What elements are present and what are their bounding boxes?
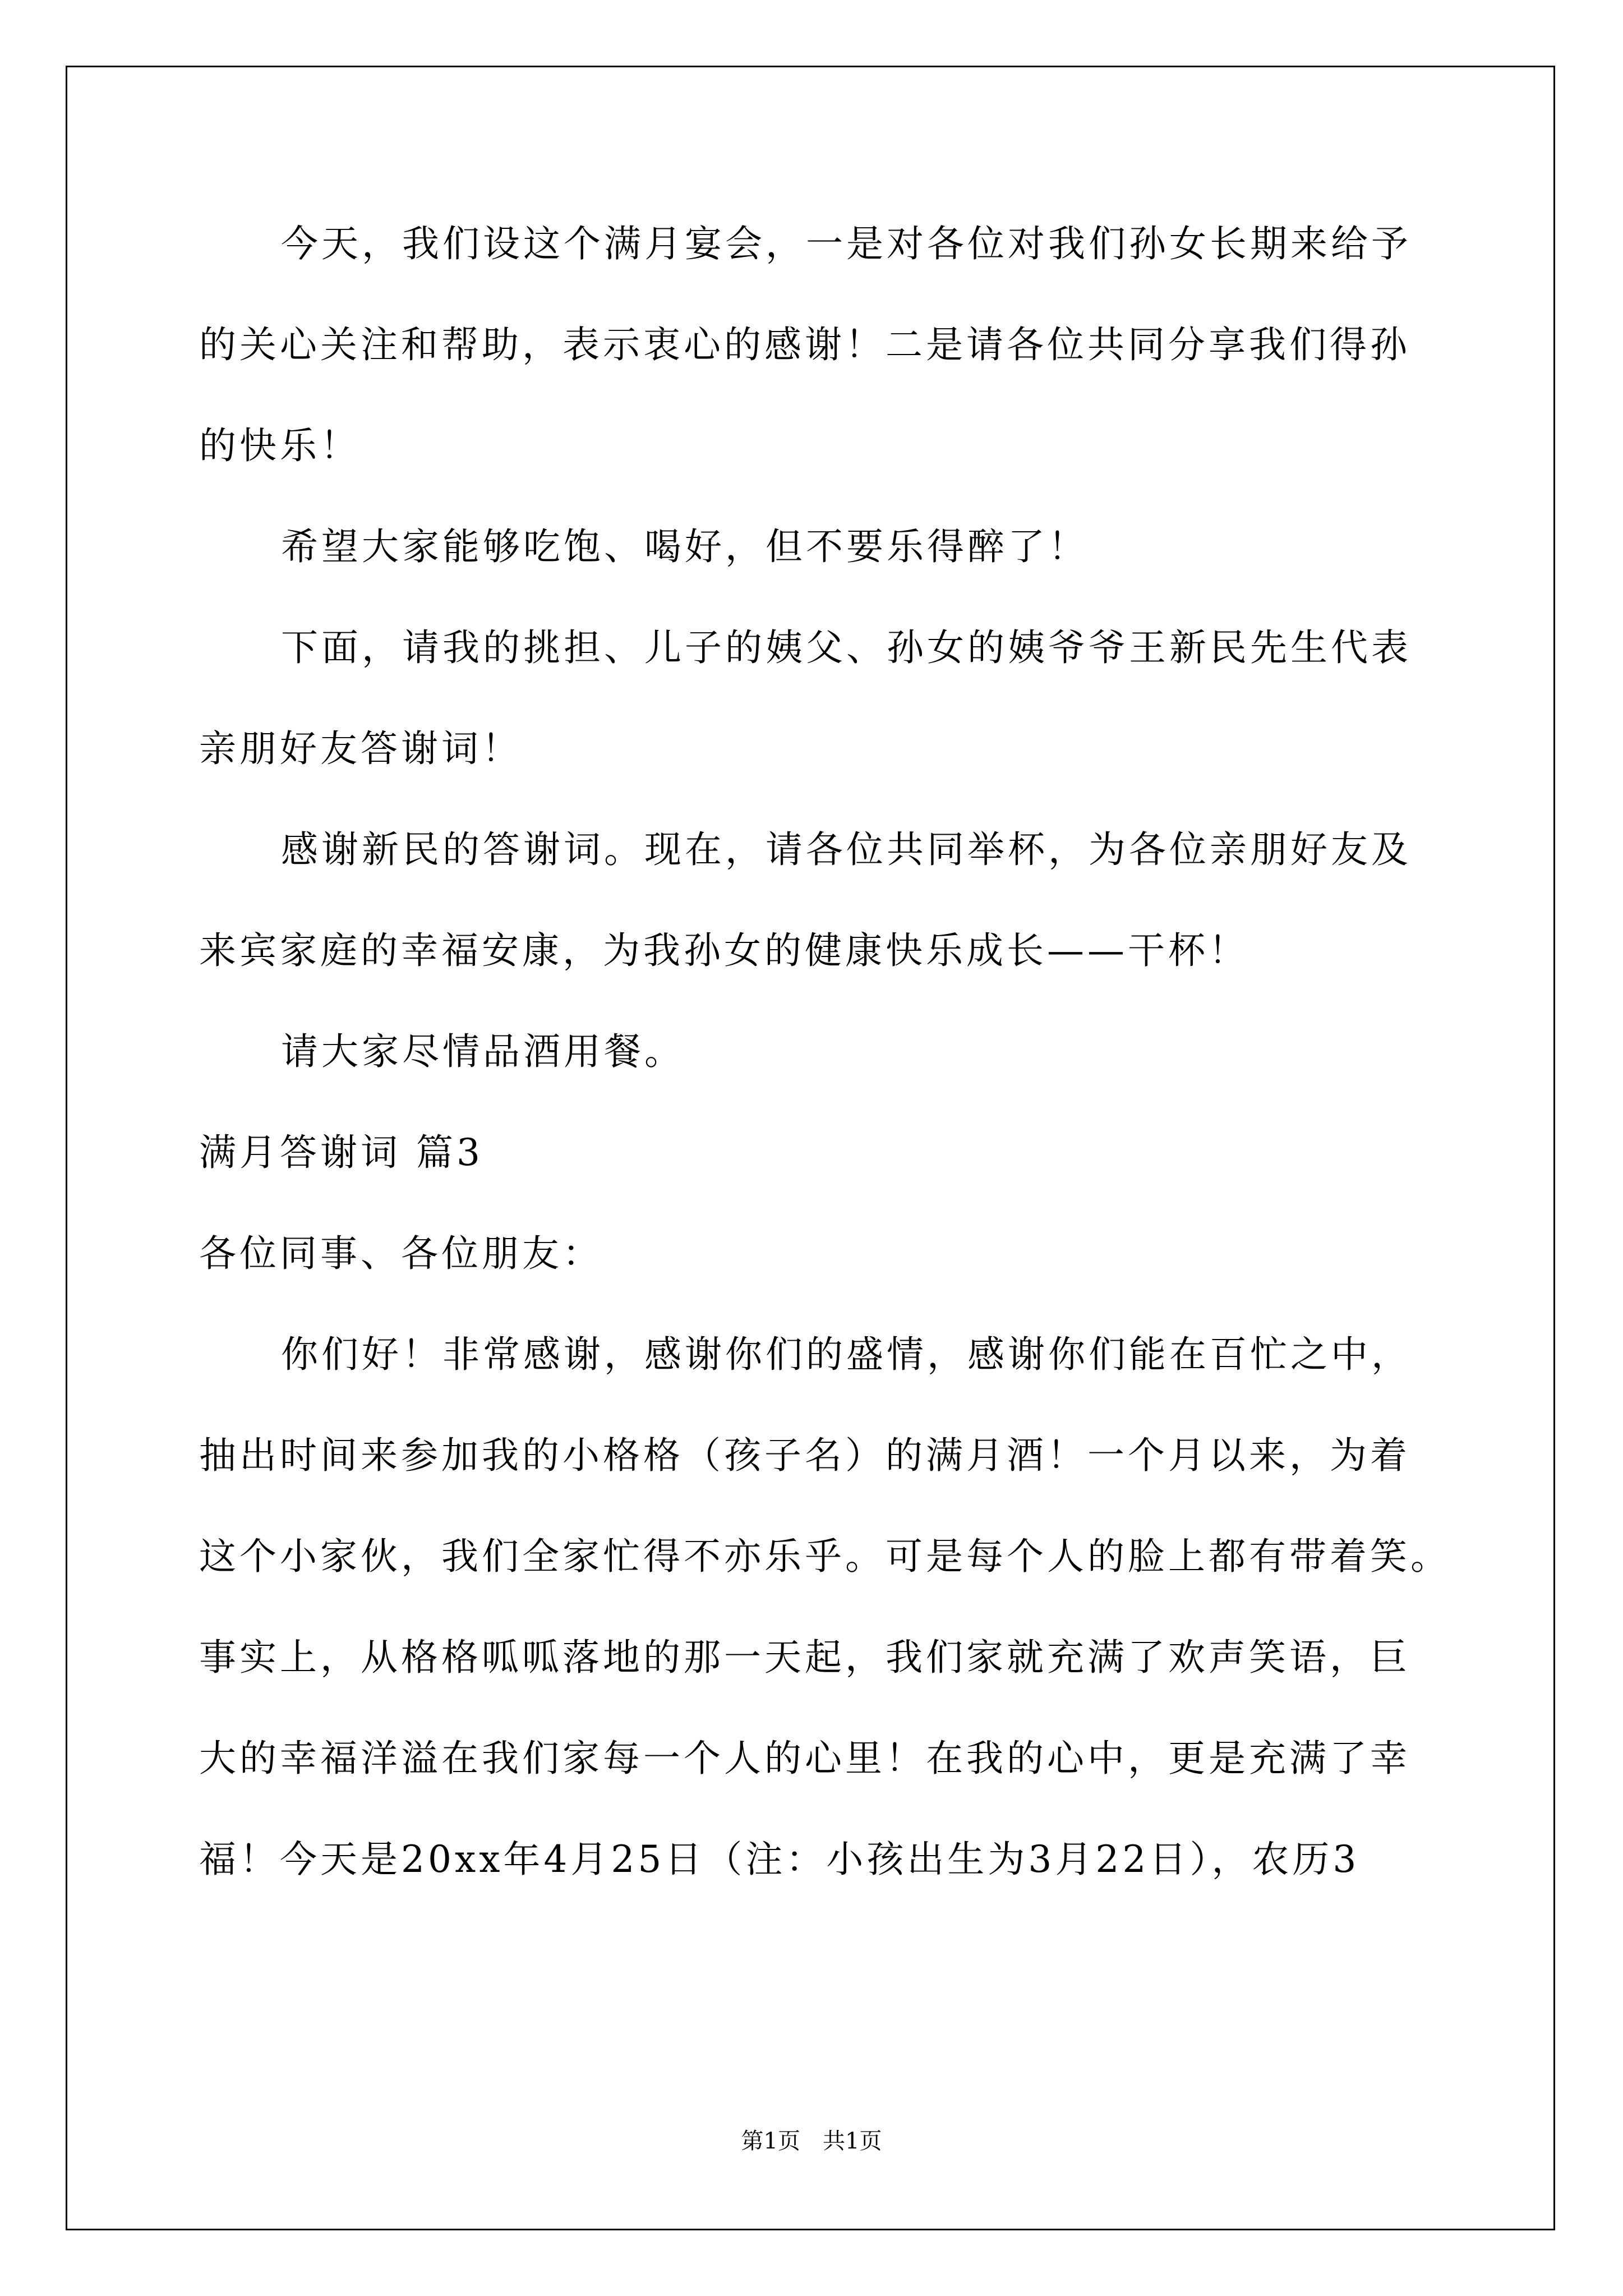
text-line: 你们好！非常感谢，感谢你们的盛情，感谢你们能在百忙之中， bbox=[281, 1333, 1412, 1376]
page-footer: 第1页 共1页 bbox=[741, 2128, 882, 2154]
text-line: 这个小家伙，我们全家忙得不亦乐乎。可是每个人的脸上都有带着笑。 bbox=[199, 1535, 1451, 1578]
text-line: 的关心关注和帮助，表示衷心的感谢！二是请各位共同分享我们得孙 bbox=[199, 323, 1410, 366]
text-line: 福！今天是20xx年4月25日（注：小孩出生为3月22日），农历3 bbox=[199, 1838, 1360, 1881]
text-line: 事实上，从格格呱呱落地的那一天起，我们家就充满了欢声笑语，巨 bbox=[199, 1636, 1410, 1679]
text-line: 亲朋好友答谢词！ bbox=[199, 727, 522, 770]
text-line: 的快乐！ bbox=[199, 424, 361, 467]
text-line: 下面，请我的挑担、儿子的姨父、孙女的姨爷爷王新民先生代表 bbox=[281, 626, 1412, 669]
text-line: 感谢新民的答谢词。现在，请各位共同举杯，为各位亲朋好友及 bbox=[281, 828, 1412, 871]
section-heading: 满月答谢词 篇3 bbox=[199, 1131, 483, 1174]
text-line: 今天，我们设这个满月宴会，一是对各位对我们孙女长期来给予 bbox=[281, 222, 1412, 265]
salutation: 各位同事、各位朋友： bbox=[199, 1232, 603, 1275]
text-line: 大的幸福洋溢在我们家每一个人的心里！在我的心中，更是充满了幸 bbox=[199, 1737, 1410, 1780]
text-line: 抽出时间来参加我的小格格（孩子名）的满月酒！一个月以来，为着 bbox=[199, 1434, 1410, 1477]
text-line: 希望大家能够吃饱、喝好，但不要乐得醉了！ bbox=[281, 525, 1089, 568]
text-line: 请大家尽情品酒用餐。 bbox=[281, 1030, 685, 1073]
text-line: 来宾家庭的幸福安康，为我孙女的健康快乐成长——干杯！ bbox=[199, 929, 1249, 972]
